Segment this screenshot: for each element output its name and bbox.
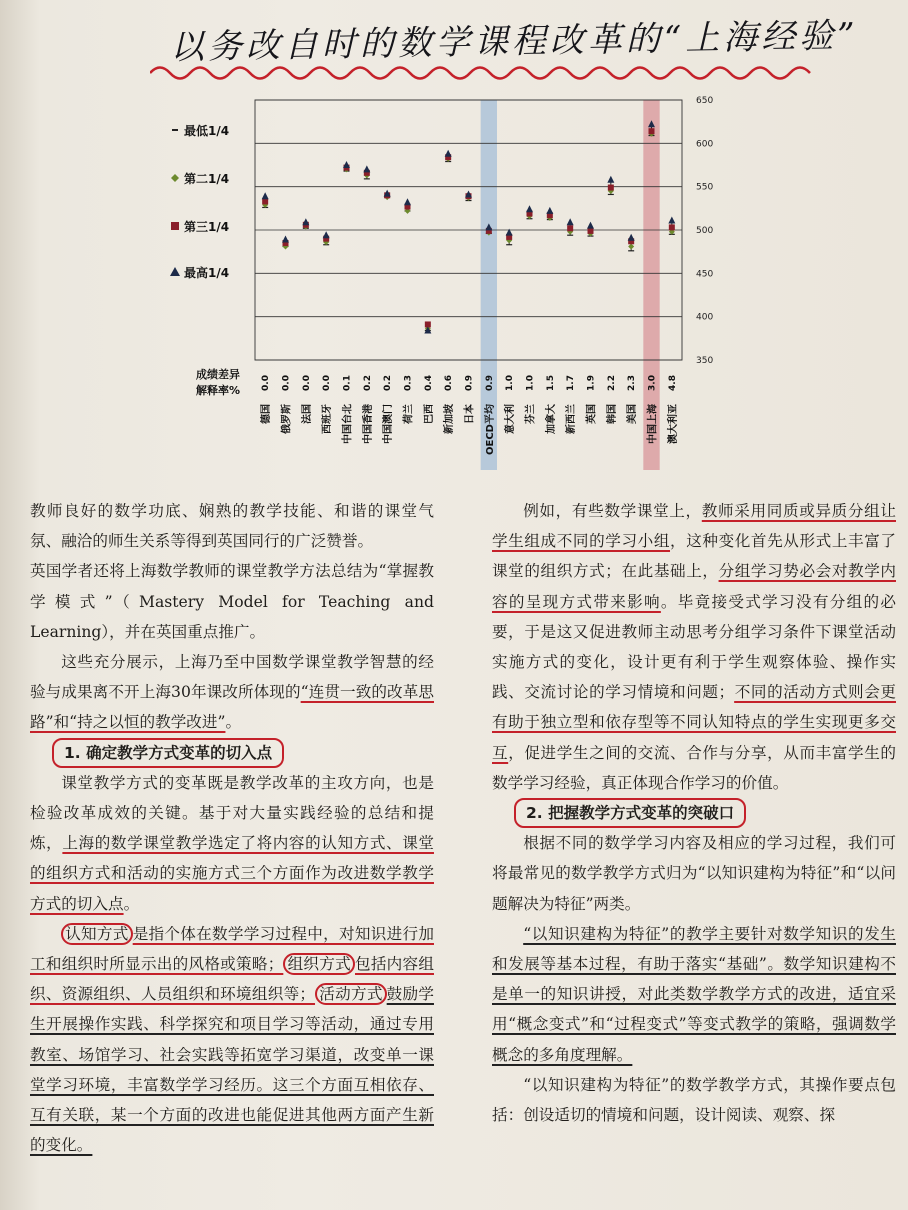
variance-label: 4.8	[667, 375, 678, 391]
point-highest	[587, 222, 594, 229]
circled-term: 认知方式	[61, 923, 133, 945]
underlined-text: 不同的活动方式则会更有助于独立型和依存型等不同认知特点的学生实现更多交互	[492, 683, 896, 762]
category-label: 中国香港	[362, 404, 374, 444]
point-highest	[343, 161, 350, 168]
variance-label: 0.2	[362, 375, 373, 391]
section-heading-2	[492, 798, 896, 828]
title-underline-squiggle	[150, 58, 830, 88]
variance-label: 2.3	[627, 375, 638, 391]
category-label: 西班牙	[322, 404, 334, 434]
category-label: 意大利	[505, 404, 517, 434]
point-highest	[262, 192, 269, 199]
chart-svg	[160, 90, 720, 490]
paragraph: “以知识建构为特征”的教学主要针对数学知识的发生和发展等基本过程，有助于落实“基础”。数学知识建构不是单一的知识讲授，对此类数学教学方式的改进，适宜采用“概念变式”和“过程变式”等变式教学的策略，强调数学概念的多角度理解。	[492, 924, 896, 1064]
point-highest	[323, 231, 330, 238]
underlined-text: 分组学习势必会对教学内容的呈现方式带来影响	[492, 562, 896, 611]
variance-label: 0.3	[403, 375, 414, 391]
text-run: 这些充分展示，上海乃至中国数学课堂教学智慧的经验与成果离不开上海30年课改所体现的	[30, 653, 434, 702]
variance-label: 3.0	[647, 375, 658, 391]
category-label: OECD平均	[484, 404, 496, 455]
variance-label: 1.7	[566, 375, 577, 391]
y-tick-label: 400	[696, 312, 714, 323]
variance-label: 0.9	[484, 375, 495, 391]
paragraph	[30, 919, 434, 1161]
point-second	[628, 243, 634, 249]
y-tick-label: 650	[696, 96, 714, 106]
left-column	[30, 496, 434, 1160]
variance-label: 1.5	[545, 375, 556, 391]
legend-label: 最高1/4	[184, 266, 230, 280]
y-tick-label: 550	[696, 182, 714, 193]
point-third	[588, 228, 594, 234]
point-highest	[445, 150, 452, 157]
variance-label: 0.0	[301, 375, 312, 391]
paragraph	[492, 496, 896, 798]
variance-label: 1.0	[505, 375, 516, 391]
point-highest	[302, 218, 309, 225]
point-highest	[567, 218, 574, 225]
row-label: 解释率%	[196, 384, 241, 397]
category-label: 巴西	[423, 404, 435, 424]
circled-term: 组织方式	[283, 953, 355, 975]
text-run: ，促进学生之间的交流、合作与分享，从而丰富学生的数学学习经验，真正体现合作学习的价值。	[492, 743, 896, 792]
point-third	[262, 198, 268, 204]
category-label: 荷兰	[403, 404, 415, 424]
y-tick-label: 350	[696, 356, 714, 366]
legend-label: 第三1/4	[184, 220, 230, 234]
variance-label: 0.1	[342, 375, 353, 391]
category-label: 澳大利亚	[667, 404, 679, 444]
legend-marker	[170, 267, 180, 276]
heading-text: 2. 把握教学方式变革的突破口	[514, 798, 746, 828]
variance-label: 0.2	[383, 375, 394, 391]
variance-label: 1.9	[586, 375, 597, 391]
heading-text: 1. 确定教学方式变革的切入点	[52, 738, 284, 768]
variance-label: 0.4	[423, 375, 434, 391]
y-tick-label: 600	[696, 139, 714, 150]
y-tick-label: 450	[696, 269, 714, 280]
point-third	[608, 185, 614, 191]
handwritten-title: 以务改自时的数学课程改革的“上海经验”	[169, 15, 860, 68]
paragraph: 根据不同的数学学习内容及相应的学习过程，我们可将最常见的数学教学方式归为“以知识建构为特征”和“以问题解决为特征”两类。	[492, 834, 896, 913]
category-label: 韩国	[606, 404, 618, 424]
category-label: 芬兰	[525, 404, 537, 424]
text-run: 。	[225, 713, 242, 732]
text-run: 。毕竟接受式学习没有分组的必要，于是这又促进教师主动思考分组学习条件下课堂活动实施方式的变化，设计更有利于学生观察体验、操作实践、交流讨论的学习情境和问题；	[492, 592, 896, 702]
underlined-text: “连贯一致的改革思路”和“持之以恒的教学改进”	[30, 683, 434, 732]
category-label: 新西兰	[566, 404, 578, 434]
point-highest	[526, 205, 533, 212]
category-label: 加拿大	[545, 404, 557, 434]
variance-label: 0.0	[322, 375, 333, 391]
pisa-chart	[160, 90, 720, 490]
underlined-text: 上海的数学课堂教学选定了将内容的认知方式、课堂的组织方式和活动的实施方式三个方面作为改进数学教学方式的切入点	[30, 834, 434, 913]
underlined-text: 包括内容组织、资源组织、人员组织和环境组织等；	[30, 955, 434, 1004]
text-run: ，这种变化首先从形式上丰富了课堂的组织方式；在此基础上，	[492, 532, 896, 581]
point-highest	[668, 216, 675, 223]
text-run: 例如，有些数学课堂上，	[523, 502, 702, 520]
category-label: 新加坡	[444, 404, 456, 434]
paragraph: 教师良好的数学功底、娴熟的教学技能、和谐的课堂气氛、融洽的师生关系等得到英国同行的广泛赞誉。	[30, 502, 434, 551]
y-tick-label: 500	[696, 226, 714, 236]
category-label: 中国上海	[647, 404, 659, 444]
point-highest	[404, 198, 411, 205]
paragraph: 英国学者还将上海数学教师的课堂教学方法总结为“掌握教学模式”（Mastery Model for Teaching and Learning），并在英国重点推广。	[30, 562, 434, 641]
variance-label: 1.0	[525, 375, 536, 391]
row-label: 成绩差异	[196, 368, 240, 381]
point-third	[649, 128, 655, 134]
legend-label: 第二1/4	[184, 172, 230, 186]
category-label: 美国	[627, 404, 639, 424]
point-highest	[607, 176, 614, 183]
underlined-text: 是指个体在数学学习过程中，对知识进行加工和组织时所显示出的风格或策略；	[30, 924, 434, 974]
point-highest	[363, 165, 370, 172]
point-highest	[628, 234, 635, 241]
right-column	[492, 496, 896, 1130]
variance-label: 0.6	[444, 375, 455, 391]
point-third	[567, 225, 573, 231]
underlined-text: 教师采用同质或异质分组让学生组成不同的学习小组	[492, 502, 896, 551]
paragraph	[30, 768, 434, 919]
variance-label: 2.2	[606, 375, 617, 391]
category-label: 中国澳门	[383, 404, 395, 444]
point-third	[669, 224, 675, 230]
variance-label: 0.9	[464, 375, 475, 391]
legend-label: 最低1/4	[184, 124, 230, 138]
underlined-text: 鼓励学生开展操作实践、科学探究和项目学习等活动，通过专用教室、场馆学习、社会实践等拓宽学习渠道，改变单一课堂学习环境，丰富数学学习经历。这三个方面互相依存、互有关联，某一个方面的改进也能促进其他两方面产生新的变化。	[30, 985, 434, 1155]
category-label: 法国	[301, 404, 313, 424]
section-heading-1	[30, 738, 434, 768]
variance-label: 0.0	[281, 375, 292, 391]
category-label: 德国	[261, 404, 273, 424]
category-label: 日本	[464, 404, 476, 424]
paragraph: “以知识建构为特征”的数学教学方式，其操作要点包括：创设适切的情境和问题，设计阅读、观察、探	[492, 1075, 896, 1125]
category-label: 中国台北	[342, 404, 354, 444]
point-highest	[546, 207, 553, 214]
variance-label: 0.0	[261, 375, 272, 391]
category-label: 英国	[586, 404, 598, 424]
legend-marker	[171, 174, 179, 182]
legend-marker	[171, 222, 179, 230]
category-label: 俄罗斯	[281, 404, 293, 434]
circled-term: 活动方式	[315, 983, 387, 1005]
point-highest	[282, 236, 289, 243]
text-run: 课堂教学方式的变革既是教学改革的主攻方向，也是检验改革成效的关键。基于对大量实践经验的总结和提炼，	[30, 773, 434, 853]
paragraph	[30, 647, 434, 738]
text-run: 。	[123, 894, 140, 913]
